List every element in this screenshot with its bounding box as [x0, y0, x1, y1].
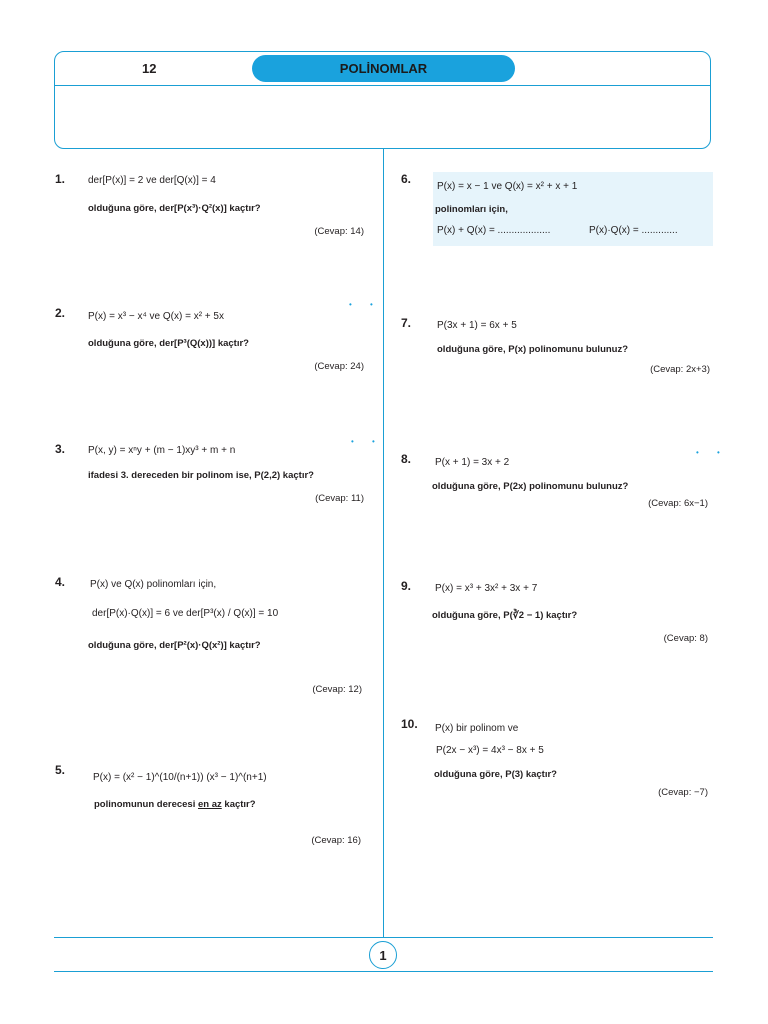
question-line: polinomları için, — [435, 204, 508, 215]
footer-line-top — [54, 937, 713, 938]
decor-dots: • • — [351, 437, 383, 446]
question-line: P(x) = (x² − 1)^(10/(n+1)) (x³ − 1)^(n+1) — [93, 772, 267, 783]
question-number: 2. — [55, 306, 66, 320]
question-line: olduğuna göre, P(3) kaçtır? — [434, 769, 557, 780]
question-line: der[P(x)·Q(x)] = 6 ve der[P³(x) / Q(x)] = 10 — [92, 608, 279, 619]
footer-line-bottom — [54, 971, 713, 972]
question-line: P(x)·Q(x) = ............. — [589, 225, 678, 236]
question-line: P(x) = x³ − x⁴ ve Q(x) = x² + 5x — [88, 311, 224, 322]
question-line: olduğuna göre, P(∛2 − 1) kaçtır? — [432, 610, 578, 621]
answer: (Cevap: 2x+3) — [650, 364, 710, 375]
decor-dots: • • — [349, 300, 381, 309]
answer: (Cevap: 16) — [311, 835, 361, 846]
question-number: 5. — [55, 763, 66, 777]
question-line: P(x, y) = xⁿy + (m − 1)xy³ + m + n — [88, 445, 236, 456]
question-number: 1. — [55, 172, 66, 186]
question-number: 8. — [401, 452, 412, 466]
header-divider — [54, 85, 711, 86]
answer: (Cevap: 6x−1) — [648, 498, 708, 509]
answer: (Cevap: 24) — [314, 361, 364, 372]
question-number: 7. — [401, 316, 412, 330]
question-line: P(x) bir polinom ve — [435, 723, 519, 734]
page-number: 12 — [142, 61, 157, 76]
column-divider — [383, 149, 384, 937]
question-line: olduğuna göre, der[P²(x)·Q(x²)] kaçtır? — [88, 640, 261, 651]
question-line: polinomunun derecesi en az kaçtır? — [94, 799, 256, 810]
page-title: POLİNOMLAR — [252, 55, 515, 82]
question-line: ifadesi 3. dereceden bir polinom ise, P(2,2) kaçtır? — [88, 470, 314, 481]
answer: (Cevap: 11) — [315, 493, 364, 504]
question-number: 4. — [55, 575, 66, 589]
question-line: olduğuna göre, der[P(x³)·Q²(x)] kaçtır? — [88, 203, 261, 214]
question-number: 3. — [55, 442, 66, 456]
question-line: der[P(x)] = 2 ve der[Q(x)] = 4 — [88, 175, 216, 186]
question-line: olduğuna göre, P(x) polinomunu bulunuz? — [437, 344, 629, 355]
question-line: P(x) = x³ + 3x² + 3x + 7 — [435, 583, 538, 594]
footer-page-number: 1 — [369, 941, 397, 969]
question-line: P(2x − x³) = 4x³ − 8x + 5 — [436, 745, 544, 756]
question-line: olduğuna göre, P(2x) polinomunu bulunuz? — [432, 481, 629, 492]
question-line: P(3x + 1) = 6x + 5 — [437, 320, 517, 331]
question-number: 6. — [401, 172, 412, 186]
question-line: P(x) ve Q(x) polinomları için, — [90, 579, 217, 590]
question-line: olduğuna göre, der[P³(Q(x))] kaçtır? — [88, 338, 249, 349]
question-line: P(x) = x − 1 ve Q(x) = x² + x + 1 — [437, 181, 578, 192]
answer: (Cevap: 8) — [663, 633, 708, 644]
decor-dots: • • — [696, 448, 728, 457]
emphasis-text: en az — [198, 799, 222, 810]
answer: (Cevap: 14) — [314, 226, 364, 237]
answer: (Cevap: −7) — [658, 787, 708, 798]
question-number: 9. — [401, 579, 412, 593]
question-number: 10. — [401, 717, 418, 731]
answer: (Cevap: 12) — [312, 684, 362, 695]
question-line: P(x + 1) = 3x + 2 — [435, 457, 510, 468]
question-line: P(x) + Q(x) = ................... — [437, 225, 551, 236]
